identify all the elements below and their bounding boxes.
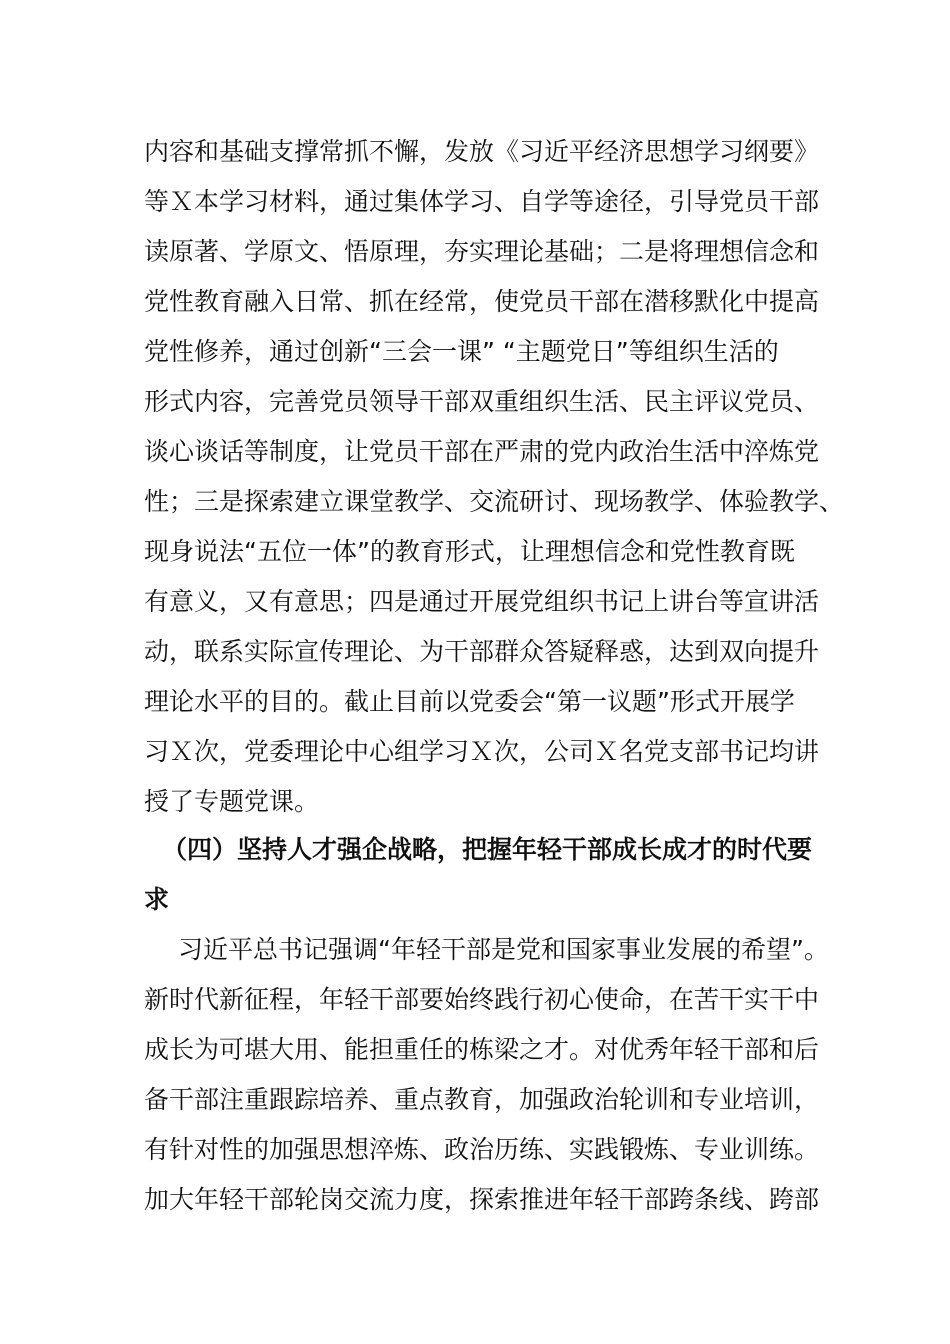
paragraph-line: 谈心谈话等制度，让党员干部在严肃的党内政治生活中淬炼党 xyxy=(144,437,820,466)
paragraph-line: 备干部注重跟踪培养、重点教育，加强政治轮训和专业培训， xyxy=(144,1085,820,1114)
paragraph-line: 加大年轻干部轮岗交流力度，探索推进年轻干部跨条线、跨部 xyxy=(144,1185,820,1214)
section-heading: （四）坚持人才强企战略，把握年轻干部成长成才的时代要 xyxy=(162,835,813,864)
paragraph-line: 有意义，又有意思；四是通过开展党组织书记上讲台等宣讲活 xyxy=(144,587,820,616)
paragraph-line: 读原著、学原文、悟原理，夯实理论基础；二是将理想信念和 xyxy=(144,237,820,266)
paragraph-line: 党性修养，通过创新“三会一课” “主题党日”等组织生活的 xyxy=(144,337,779,366)
paragraph-line: 习Ｘ次，党委理论中心组学习Ｘ次，公司Ｘ名党支部书记均讲 xyxy=(144,737,820,766)
paragraph-line: 党性教育融入日常、抓在经常，使党员干部在潜移默化中提高 xyxy=(144,287,820,316)
paragraph-line: 性；三是探索建立课堂教学、交流研讨、现场教学、体验教学、 xyxy=(144,487,845,516)
paragraph-line: 等Ｘ本学习材料，通过集体学习、自学等途径，引导党员干部 xyxy=(144,187,820,216)
paragraph-line: 内容和基础支撑常抓不懈，发放《习近平经济思想学习纲要》 xyxy=(144,137,820,166)
paragraph-line: 理论水平的目的。截止目前以党委会“第一议题”形式开展学 xyxy=(144,687,795,716)
paragraph-line: 习近平总书记强调“年轻干部是党和国家事业发展的希望”。 xyxy=(178,935,829,964)
section-heading: 求 xyxy=(144,885,170,914)
paragraph-line: 动，联系实际宣传理论、为干部群众答疑释惑，达到双向提升 xyxy=(144,637,820,666)
paragraph-line: 新时代新征程，年轻干部要始终践行初心使命，在苦干实干中 xyxy=(144,985,820,1014)
paragraph-line: 现身说法“五位一体”的教育形式，让理想信念和党性教育既 xyxy=(144,537,795,566)
paragraph-line: 有针对性的加强思想淬炼、政治历练、实践锻炼、专业训练。 xyxy=(144,1135,820,1164)
paragraph-line: 形式内容，完善党员领导干部双重组织生活、民主评议党员、 xyxy=(144,387,820,416)
paragraph-line: 授了专题党课。 xyxy=(144,787,320,816)
paragraph-line: 成长为可堪大用、能担重任的栋梁之才。对优秀年轻干部和后 xyxy=(144,1035,820,1064)
